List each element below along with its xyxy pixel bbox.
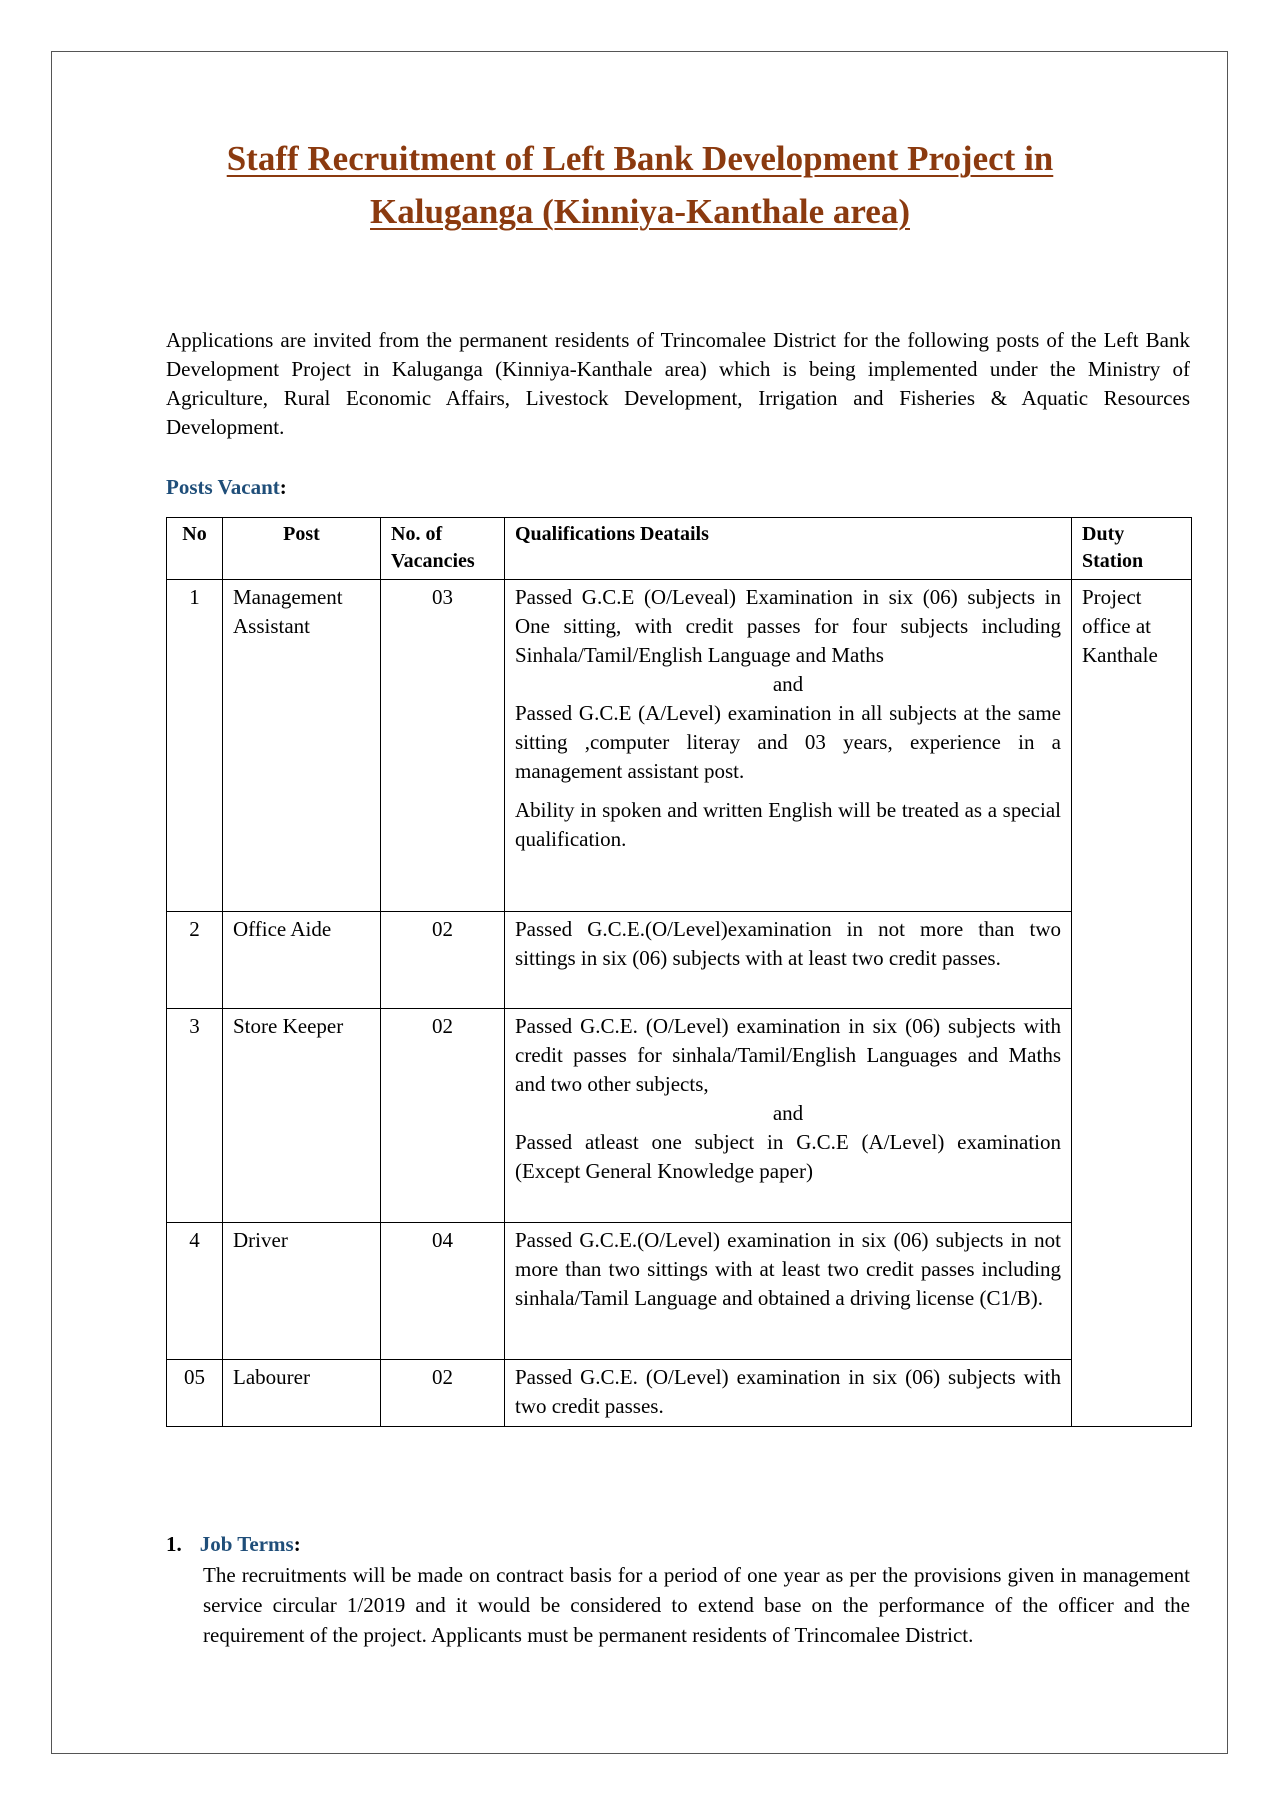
row-qualifications (505, 912, 1072, 1009)
table-row (167, 580, 1192, 912)
row-vacancies: 04 (381, 1223, 505, 1360)
job-terms-number: 1. (166, 1532, 182, 1556)
row-no: 4 (167, 1223, 223, 1360)
row-vacancies: 02 (381, 912, 505, 1009)
qualification-text: Passed G.C.E. (O/Level) examination in six (06) subjects with two credit passes. (515, 1365, 1061, 1418)
qualification-text: Passed G.C.E (O/Leveal) Examination in six (06) subjects in One sitting, with credit passes for four subjects including Sinhala/Tamil/English Language and Maths (515, 585, 1061, 667)
header-post: Post (223, 518, 381, 580)
job-terms-heading (166, 1530, 301, 1559)
table-row (167, 1360, 1192, 1427)
posts-vacant-heading (166, 473, 287, 502)
row-vacancies: 02 (381, 1009, 505, 1223)
row-post-line-1: Management (233, 585, 343, 609)
duty-station-line-1: Project (1082, 585, 1142, 609)
row-no: 1 (167, 580, 223, 912)
row-no: 2 (167, 912, 223, 1009)
paragraph-gap (515, 786, 1061, 796)
duty-station-line-2: office at (1082, 614, 1151, 638)
row-no: 05 (167, 1360, 223, 1427)
header-vacancies-line-2: Vacancies (391, 550, 475, 572)
duty-station-cell (1072, 580, 1192, 1427)
title-line-1: Staff Recruitment of Left Bank Development Project in (226, 139, 1054, 178)
header-duty-station (1072, 518, 1192, 580)
qualification-text: Passed G.C.E (A/Level) examination in all subjects at the same sitting ,computer literay and 03 years, experience in a management assistant post. (515, 701, 1061, 783)
document-title (100, 132, 1180, 238)
row-post: Store Keeper (223, 1009, 381, 1223)
table-row (167, 1009, 1192, 1223)
row-vacancies: 02 (381, 1360, 505, 1427)
header-qualifications: Qualifications Deatails (505, 518, 1072, 580)
qualification-text: Passed atleast one subject in G.C.E (A/Level) examination (Except General Knowledge paper) (515, 1130, 1061, 1183)
intro-paragraph: Applications are invited from the permanent residents of Trincomalee District for the following posts of the Left Bank Development Project in Kaluganga (Kinniya-Kanthale area) which is being implemented under the Ministry of Agriculture, Rural Economic Affairs, Livestock Development, Irrigation and Fisheries & Aquatic Resources Development. (166, 328, 1190, 439)
header-vacancies (381, 518, 505, 580)
and-connector: and (772, 1101, 804, 1125)
qualification-text: Passed G.C.E. (O/Level) examination in six (06) subjects with credit passes for sinhala/Tamil/English Languages and Maths and two other subjects, (515, 1014, 1061, 1096)
row-post (223, 580, 381, 912)
posts-table (166, 517, 1192, 1427)
table-row (167, 912, 1192, 1009)
header-vacancies-line-1: No. of (391, 523, 443, 545)
header-duty-line-2: Station (1082, 550, 1144, 572)
row-vacancies: 03 (381, 580, 505, 912)
row-no: 3 (167, 1009, 223, 1223)
row-qualifications (505, 1223, 1072, 1360)
duty-station-line-3: Kanthale (1082, 643, 1158, 667)
job-terms-colon: : (293, 1532, 301, 1556)
row-qualifications (505, 580, 1072, 912)
and-connector: and (772, 672, 804, 696)
posts-vacant-colon: : (279, 475, 287, 499)
header-duty-line-1: Duty (1082, 523, 1125, 545)
header-no: No (167, 518, 223, 580)
posts-vacant-label: Posts Vacant (166, 475, 280, 499)
title-line-2: Kaluganga (Kinniya-Kanthale area) (370, 192, 910, 231)
qualification-text: Ability in spoken and written English will be treated as a special qualification. (515, 798, 1061, 851)
row-post: Labourer (223, 1360, 381, 1427)
job-terms-label: Job Terms (199, 1532, 294, 1556)
row-post: Office Aide (223, 912, 381, 1009)
table-row (167, 1223, 1192, 1360)
row-post-line-2: Assistant (233, 614, 311, 638)
qualification-text: Passed G.C.E.(O/Level) examination in six (06) subjects in not more than two sittings with at least two credit passes including sinhala/Tamil Language and obtained a driving license (C1/B). (515, 1228, 1061, 1310)
table-header-row (167, 518, 1192, 580)
qualification-text: Passed G.C.E.(O/Level)examination in not more than two sittings in six (06) subjects with at least two credit passes. (515, 917, 1061, 970)
row-post: Driver (223, 1223, 381, 1360)
row-qualifications (505, 1009, 1072, 1223)
row-qualifications (505, 1360, 1072, 1427)
job-terms-text: The recruitments will be made on contract basis for a period of one year as per the provisions given in management service circular 1/2019 and it would be considered to extend base on the performance of the officer and the requirement of the project. Applicants must be permanent residents of Trincomalee District. (203, 1563, 1190, 1647)
